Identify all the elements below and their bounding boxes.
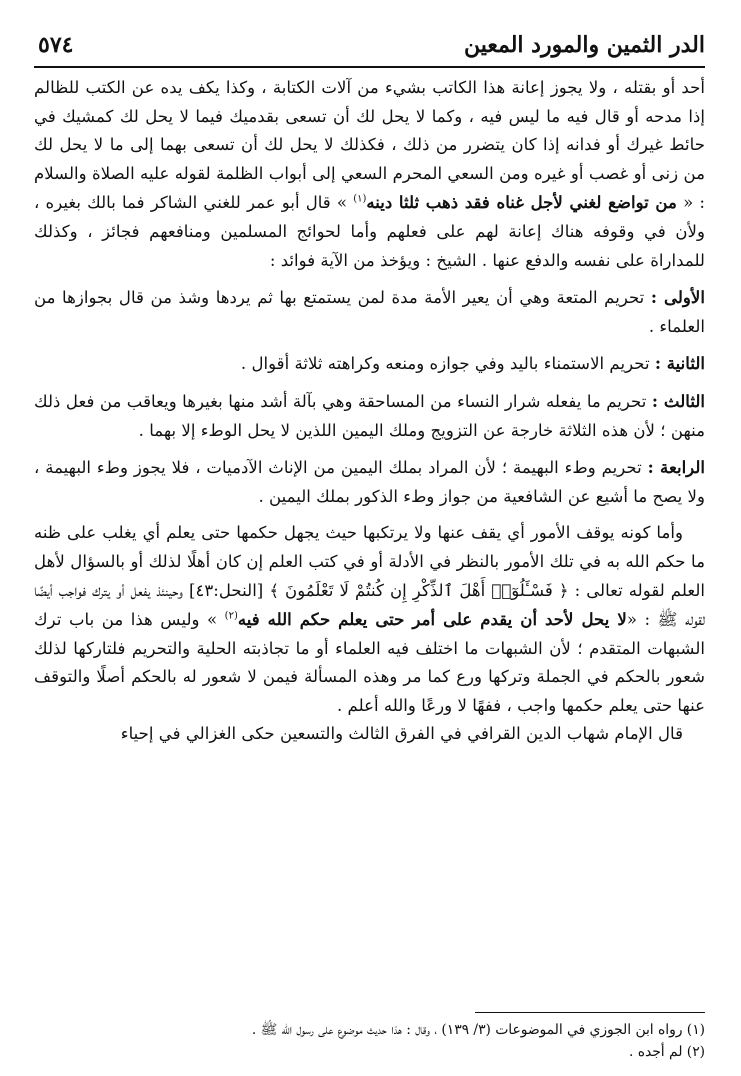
benefit-first: الأولى : تحريم المتعة وهي أن يعير الأمة مدة لمن يستمتع بها ثم يردها وشذ من قال بجوازها من العلماء . [34, 287, 705, 336]
benefit-fourth: الرابعة : تحريم وطء البهيمة ؛ لأن المراد بملك اليمين من الإناث الآدميات ، فلا يجوز وطء البهيمة ، ولا يصح ما أشيع عن الشافعية من جواز وطء الذكور بملك اليمين . [34, 457, 706, 506]
benefit-label: الثانية : [654, 353, 705, 374]
benefit-third: الثالث : تحريم ما يفعله شرار النساء من المساحقة وهي بآلة أشد منها بغيرها ويعاقب من فعل ذلك منهن ؛ لأن هذه الثلاثة خارجة عن التزويج وملك اليمين اللذين لا يحل الوطء إلا بهما . [34, 390, 705, 440]
book-page [34, 28, 705, 1076]
benefit-label: الرابعة : [647, 457, 706, 478]
page-number: ٥٧٤ [38, 32, 74, 58]
benefit-label: الثالث : [651, 390, 705, 411]
page-header [34, 28, 705, 68]
paragraph-main: وأما كونه يوقف الأمور أي يقف عنها ولا يرتكبها حيث يجهل حكمها حتى يعلم أي يغلب على ظنه ما حكم الله به في تلك الأمور بالنظر في الأدلة أو في كتب العلم إن كان أهلًا لذلك أو بالسؤال لأهل العلم لقوله تعالى : ﴿ فَسْـَٔلُوٓا۟ أَهْلَ ٱلذِّكْرِ إِن كُنتُمْ لَا تَعْلَمُونَ ﴾ [النحل:٤٣] وحينئذ يفعل أو يترك فواجب أيضًا لقوله ﷺ : «لا يحل لأحد أن يقدم على أمر حتى يعلم حكم الله فيه$^{(٢)}$ » وليس هذا من باب ترك الشبهات المتقدم ؛ لأن الشبهات ما اختلف فيه العلماء أو ما تجاذبته الحلية والتحريم فلتاركها لذلك شعور بالحكم في الجملة وتركها ورع كما مر وهذه المسألة فيمن لا شعور له بالحكم أصلًا والتوقف عنها حتى يعلم حكمها واجب ، ففهًا لا ورعًا والله أعلم . [34, 523, 705, 715]
footnote-divider [475, 1012, 705, 1013]
benefit-second: الثانية : تحريم الاستمناء باليد وفي جوازه ومنعه وكراهته ثلاثة أقوال . [240, 353, 705, 374]
paragraph-opening: أحد أو بقتله ، ولا يجوز إعانة هذا الكاتب بشيء من آلات الكتابة ، وكذا يكف يده عن الكتب للظالم إذا مدحه أو قال فيه ما ليس فيه ، وكما لا يحل لك أن تسعى بقدميك فيما لا يحل لك كمشيك في حائط غيرك أو فدانه إذا كان يتضرر من ذلك ، فكذلك لا يحل لك أن تسعى بهما إلى ما لا يحل لك من زنى أو غصب أو غيره ومن السعي المحرم السعي إلى أبواب الظلمة لقوله عليه الصلاة والسلام : « من تواضع لغني لأجل غناه فقد ذهب ثلثا دينه$^{(١)}$ » قال أبو عمر للغني الشاكر فما بالك بغيره ، ولأن في وقوفه هناك إعانة لهم على فعلهم وأما لحوائج المسلمين ومنافعهم فجائز ، وكذلك للمداراة على نفسه والدفع عنها . الشيخ : ويؤخذ من الآية فوائد : [34, 78, 705, 270]
footnote-ref-2[interactable]: (٢) [224, 610, 238, 622]
footnote-2: (٢) لم أجده . [629, 1044, 705, 1060]
hadith-quote: من تواضع لغني لأجل غناه فقد ذهب ثلثا دينه [366, 192, 677, 213]
paragraph-last: قال الإمام شهاب الدين القرافي في الفرق الثالث والتسعين حكى الغزالي في إحياء [120, 724, 683, 744]
benefit-label: الأولى : [650, 287, 705, 308]
footnotes [34, 1012, 705, 1063]
footnote-1: (١) رواه ابن الجوزي في الموضوعات (٣/ ١٣٩) ، وقال : هذا حديث موضوع على رسول الله ﷺ . [251, 1022, 705, 1038]
running-title: الدر الثمين والمورد المعين [463, 32, 705, 58]
page-body [34, 74, 705, 749]
hadith-quote: لا يحل لأحد أن يقدم على أمر حتى يعلم حكم الله فيه [237, 609, 627, 630]
quran-verse: ﴿ فَسْـَٔلُوٓا۟ أَهْلَ ٱلذِّكْرِ إِن كُنتُمْ لَا تَعْلَمُونَ ﴾ [269, 580, 569, 600]
footnote-ref-1[interactable]: (١) [353, 193, 367, 205]
